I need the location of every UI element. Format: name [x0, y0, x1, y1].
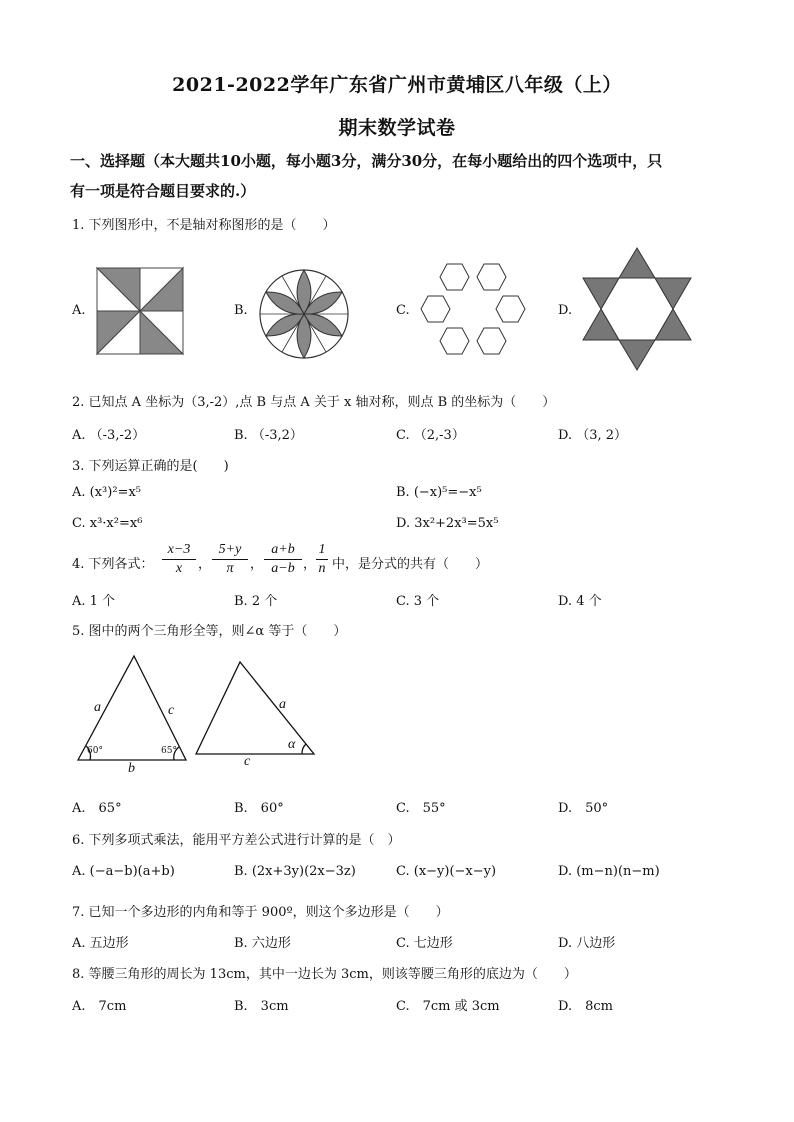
triangle2-side-c: c [244, 754, 251, 769]
triangle1-angle-65: 65° [161, 746, 177, 756]
fraction-denominator: n [318, 561, 326, 576]
q7-option-c: C. 七边形 [396, 936, 453, 951]
question-6-stem: 6. 下列多项式乘法，能用平方差公式进行计算的是（ ） [72, 833, 401, 848]
section-heading-line2: 有一项是符合题目要求的.） [70, 182, 256, 200]
triangle2-side-a: a [279, 697, 286, 712]
q5-option-b: B. 60° [234, 801, 284, 816]
q4-fraction-4 [316, 542, 328, 577]
q6-option-d: D. (m−n)(n−m) [558, 864, 660, 879]
question-7-stem: 7. 已知一个多边形的内角和等于 900º，则这个多边形是（ ） [72, 905, 449, 920]
star-hexagram-figure [583, 248, 691, 370]
question-2-stem: 2. 已知点 A 坐标为（3,-2）,点 B 与点 A 关于 x 轴对称，则点 B 的坐标为（ ） [72, 395, 556, 410]
q1-label-d: D. [558, 303, 573, 318]
q1-label-c: C. [396, 303, 410, 318]
fraction-numerator: a+b [264, 542, 302, 560]
fraction-numerator: 5+y [212, 542, 248, 560]
q2-option-c: C. （2,-3） [396, 428, 465, 443]
question-5-stem: 5. 图中的两个三角形全等，则∠α 等于（ ） [72, 624, 347, 639]
page-subtitle: 期末数学试卷 [338, 117, 456, 139]
page-title: 2021-2022学年广东省广州市黄埔区八年级（上） [172, 74, 622, 96]
q4-separator: ， [198, 557, 212, 572]
q3-option-b: B. (−x)⁵=−x⁵ [396, 485, 482, 500]
question-4-stem-prefix: 4. 下列各式： [72, 557, 154, 572]
question-1-stem: 1. 下列图形中，不是轴对称图形的是（ ） [72, 218, 336, 233]
triangle1-side-c: c [168, 703, 175, 718]
question-3-stem: 3. 下列运算正确的是( ) [72, 459, 229, 474]
triangle2-angle-alpha: α [288, 737, 296, 752]
q4-option-a: A. 1 个 [72, 594, 116, 609]
q4-separator: ， [250, 557, 264, 572]
q4-separator: ， [303, 557, 317, 572]
fraction-numerator: x−3 [162, 542, 196, 560]
section-heading-line1: 一、选择题（本大题共10小题，每小题3分，满分30分，在每小题给出的四个选项中，只 [70, 152, 663, 170]
q4-option-c: C. 3 个 [396, 594, 440, 609]
question-8-stem: 8. 等腰三角形的周长为 13cm，其中一边长为 3cm，则该等腰三角形的底边为（ ） [72, 967, 577, 982]
q7-option-b: B. 六边形 [234, 936, 291, 951]
congruent-triangles-figure [70, 650, 320, 780]
q7-option-a: A. 五边形 [72, 936, 129, 951]
q4-fraction-3 [264, 542, 302, 577]
q2-option-b: B. （-3,2） [234, 428, 303, 443]
fraction-denominator: π [226, 561, 234, 576]
question-4-stem-suffix: 中，是分式的共有（ ） [332, 557, 489, 572]
q4-option-d: D. 4 个 [558, 594, 602, 609]
q2-option-a: A. （-3,-2） [72, 428, 146, 443]
q5-option-a: A. 65° [72, 801, 122, 816]
q6-option-c: C. (x−y)(−x−y) [396, 864, 497, 879]
triangle1-side-b: b [128, 761, 135, 776]
fraction-denominator: x [175, 561, 183, 576]
q8-option-c: C. 7cm 或 3cm [396, 999, 500, 1014]
fraction-denominator: a−b [271, 561, 295, 576]
q4-option-b: B. 2 个 [234, 594, 278, 609]
q4-fraction-2 [212, 542, 248, 577]
hexagon-ring-figure [420, 262, 526, 360]
q7-option-d: D. 八边形 [558, 936, 616, 951]
q8-option-b: B. 3cm [234, 999, 289, 1014]
q3-option-c: C. x³·x²=x⁶ [72, 516, 143, 531]
q6-option-a: A. (−a−b)(a+b) [72, 864, 175, 879]
q4-fraction-1 [162, 542, 196, 577]
q8-option-a: A. 7cm [72, 999, 127, 1014]
triangle1-side-a: a [94, 700, 101, 715]
q5-option-c: C. 55° [396, 801, 446, 816]
q1-label-a: A. [72, 303, 86, 318]
q8-option-d: D. 8cm [558, 999, 613, 1014]
q6-option-b: B. (2x+3y)(2x−3z) [234, 864, 356, 879]
triangle1-angle-60: 60° [87, 746, 103, 756]
q1-label-b: B. [234, 303, 248, 318]
fraction-numerator: 1 [316, 542, 328, 560]
q5-option-d: D. 50° [558, 801, 609, 816]
q2-option-d: D. （3, 2） [558, 428, 628, 443]
q3-option-a: A. (x³)²=x⁵ [72, 485, 141, 500]
pinwheel-figure [97, 268, 183, 354]
q3-option-d: D. 3x²+2x³=5x⁵ [396, 516, 499, 531]
flower-circle-figure [258, 268, 350, 360]
